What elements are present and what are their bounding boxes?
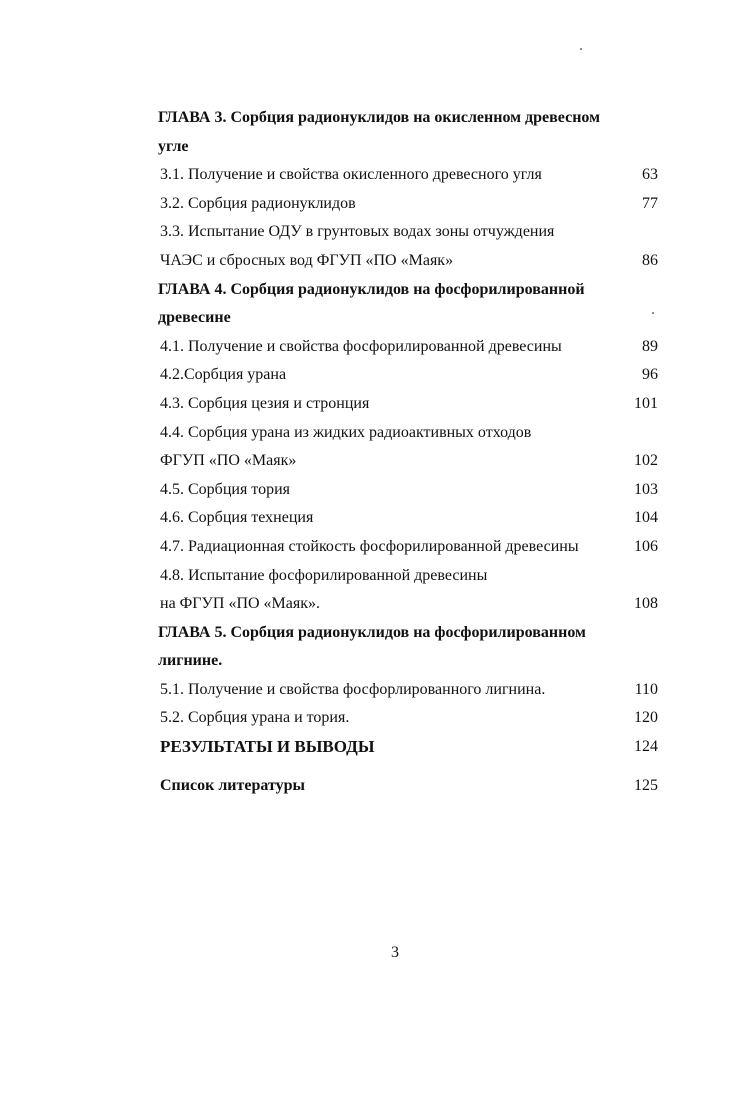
results-text: РЕЗУЛЬТАТЫ И ВЫВОДЫ — [160, 737, 375, 757]
toc-entry — [158, 476, 658, 505]
toc-entry-page: 108 — [634, 595, 658, 613]
toc-entry — [158, 333, 658, 362]
toc-entry-text: 3.1. Получение и свойства окисленного древесного угля — [160, 166, 542, 184]
chapter-5-title-cont: лигнине. — [158, 652, 223, 670]
toc-entry-text: 4.7. Радиационная стойкость фосфорилированной древесины — [160, 537, 579, 555]
toc-entry-text: 4.3. Сорбция цезия и стронция — [160, 394, 370, 412]
toc-entry-page: 77 — [642, 194, 658, 212]
toc-entry — [158, 562, 658, 591]
toc-entry-text: 4.8. Испытание фосфорилированной древесины — [160, 566, 488, 584]
toc-entry — [158, 447, 658, 476]
toc-entry-page: 63 — [642, 166, 658, 184]
toc-entry-text: 4.5. Сорбция тория — [160, 480, 290, 498]
toc-entry-text: 5.2. Сорбция урана и тория. — [160, 709, 350, 727]
toc-entry-text: 4.1. Получение и свойства фосфорилированной древесины — [160, 337, 562, 355]
toc-entry-page: 104 — [634, 509, 658, 527]
toc-entry — [158, 533, 658, 562]
table-of-contents — [158, 104, 658, 800]
toc-entry-page: 120 — [634, 709, 658, 727]
chapter-3-title-cont: угле — [158, 137, 189, 155]
toc-entry-page: 102 — [634, 452, 658, 470]
toc-entry-text: 3.3. Испытание ОДУ в грунтовых водах зоны отчуждения — [160, 223, 555, 241]
toc-entry-text: 3.2. Сорбция радионуклидов — [160, 194, 356, 212]
chapter-3-title: ГЛАВА 3. Сорбция радионуклидов на окисленном древесном — [158, 109, 600, 126]
scan-speck — [580, 48, 582, 50]
toc-entry-page: 110 — [634, 680, 658, 698]
toc-entry-page: 86 — [642, 251, 658, 269]
toc-entry-text: на ФГУП «ПО «Маяк». — [160, 595, 321, 613]
toc-entry-text: 4.4. Сорбция урана из жидких радиоактивных отходов — [160, 423, 532, 441]
chapter-5-title: ГЛАВА 5. Сорбция радионуклидов на фосфорилированном — [158, 623, 586, 641]
toc-entry — [158, 218, 658, 247]
toc-entry — [158, 361, 658, 390]
toc-entry — [158, 704, 658, 733]
toc-entry — [158, 161, 658, 190]
references-text: Список литературы — [160, 776, 305, 794]
toc-entry-page: 89 — [642, 337, 658, 355]
chapter-4-title: ГЛАВА 4. Сорбция радионуклидов на фосфорилированной — [158, 280, 585, 298]
toc-entry-text: 4.6. Сорбция технеция — [160, 509, 314, 527]
toc-entry-page: 96 — [642, 366, 658, 384]
results-page: 124 — [634, 738, 658, 756]
toc-entry — [158, 504, 658, 533]
references-page: 125 — [634, 776, 658, 794]
toc-entry — [158, 247, 658, 276]
references-entry — [158, 772, 658, 801]
toc-entry — [158, 190, 658, 219]
toc-entry-text: 4.2.Сорбция урана — [160, 366, 287, 384]
results-entry — [158, 733, 658, 762]
toc-entry — [158, 390, 658, 419]
toc-entry-text: 5.1. Получение и свойства фосфорлированного лигнина. — [160, 680, 546, 698]
toc-entry — [158, 590, 658, 619]
toc-entry-text: ЧАЭС и сбросных вод ФГУП «ПО «Маяк» — [160, 251, 454, 269]
toc-entry-page: 101 — [634, 394, 658, 412]
toc-entry-page: 106 — [634, 537, 658, 555]
chapter-4-title-cont: древесине — [158, 309, 231, 327]
page-number: 3 — [391, 944, 399, 961]
toc-entry — [158, 676, 658, 705]
toc-entry-page: 103 — [634, 480, 658, 498]
toc-entry — [158, 419, 658, 448]
toc-entry-text: ФГУП «ПО «Маяк» — [160, 452, 297, 470]
